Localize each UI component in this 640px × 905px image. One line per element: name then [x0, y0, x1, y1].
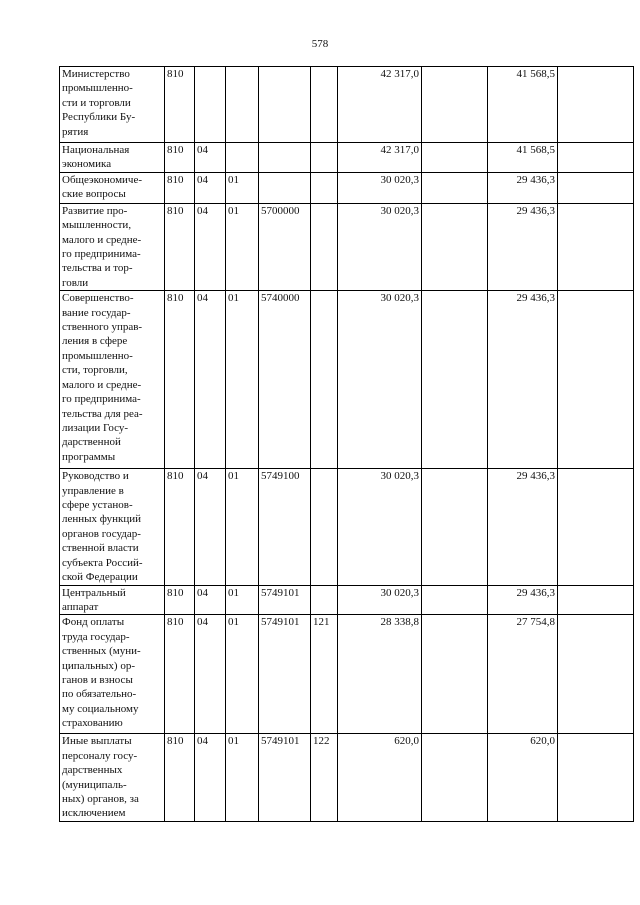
ministry-code-cell: 810: [165, 172, 195, 203]
item-name-line: субъекта Россий-: [62, 556, 143, 569]
target-article-cell: 5740000: [259, 291, 311, 469]
table-body: [60, 67, 634, 822]
subsection-code-cell: 01: [226, 585, 259, 615]
item-name-line: экономика: [62, 158, 112, 171]
empty-cell: [422, 734, 488, 822]
target-article-cell: 5700000: [259, 203, 311, 290]
item-name-line: Руководство и: [62, 470, 129, 483]
section-code-cell: 04: [195, 143, 226, 173]
amount-year1-cell: 30 020,3: [338, 172, 422, 203]
item-name-line: сти, торговли,: [62, 364, 128, 377]
page-number: 578: [311, 38, 329, 50]
target-article-cell: 5749100: [259, 469, 311, 585]
item-name-line: Развитие про-: [62, 204, 128, 217]
expense-type-cell: 122: [311, 734, 338, 822]
item-name-line: го предпринима-: [62, 393, 141, 406]
item-name-line: тельства и тор-: [62, 262, 133, 275]
empty-cell: [558, 203, 634, 290]
target-article-cell: [259, 172, 311, 203]
item-name-line: страхованию: [62, 717, 123, 730]
empty-cell: [558, 585, 634, 615]
item-name-line: Национальная: [62, 144, 130, 156]
ministry-code-cell: 810: [165, 734, 195, 822]
item-name-line: промышленно-: [62, 82, 133, 95]
item-name-line: ственного управ-: [62, 321, 143, 334]
subsection-code-cell: [226, 67, 259, 143]
item-name-line: ганов и взносы: [62, 673, 133, 686]
expense-type-cell: [311, 585, 338, 615]
item-name-line: ных) органов, за: [62, 792, 139, 805]
item-name-line: управление в: [62, 484, 124, 497]
item-name-cell: [60, 291, 165, 469]
section-code-cell: 04: [195, 734, 226, 822]
item-name-line: мышленности,: [62, 219, 132, 232]
subsection-code-cell: 01: [226, 203, 259, 290]
empty-cell: [558, 172, 634, 203]
item-name-line: малого и средне-: [62, 378, 142, 391]
item-name-line: сфере установ-: [62, 499, 133, 512]
table-row: [60, 734, 634, 822]
target-article-cell: 5749101: [259, 734, 311, 822]
empty-cell: [422, 291, 488, 469]
item-name-line: аппарат: [62, 600, 99, 613]
item-name-line: Фонд оплаты: [62, 616, 125, 629]
item-name-cell: [60, 143, 165, 173]
expense-type-cell: [311, 67, 338, 143]
empty-cell: [558, 143, 634, 173]
table-row: [60, 203, 634, 290]
amount-year2-cell: 29 436,3: [488, 203, 558, 290]
section-code-cell: 04: [195, 291, 226, 469]
amount-year1-cell: 30 020,3: [338, 469, 422, 585]
empty-cell: [422, 203, 488, 290]
subsection-code-cell: 01: [226, 469, 259, 585]
subsection-code-cell: 01: [226, 172, 259, 203]
item-name-line: го предпринима-: [62, 248, 141, 261]
ministry-code-cell: 810: [165, 203, 195, 290]
amount-year1-cell: 28 338,8: [338, 615, 422, 734]
item-name-line: Иные выплаты: [62, 735, 132, 748]
section-code-cell: 04: [195, 615, 226, 734]
item-name-line: ские вопросы: [62, 188, 126, 201]
item-name-line: вание государ-: [62, 306, 131, 319]
empty-cell: [558, 67, 634, 143]
section-code-cell: 04: [195, 469, 226, 585]
item-name-line: исключением: [62, 807, 126, 820]
table-row: [60, 67, 634, 143]
section-code-cell: 04: [195, 203, 226, 290]
amount-year2-cell: 29 436,3: [488, 172, 558, 203]
item-name-line: по обязательно-: [62, 688, 137, 701]
item-name-line: малого и средне-: [62, 233, 142, 246]
item-name-cell: [60, 203, 165, 290]
item-name-line: ленных функций: [62, 513, 142, 526]
amount-year2-cell: 41 568,5: [488, 67, 558, 143]
item-name-line: органов государ-: [62, 527, 141, 540]
empty-cell: [422, 67, 488, 143]
item-name-cell: [60, 469, 165, 585]
section-code-cell: 04: [195, 172, 226, 203]
section-code-cell: 04: [195, 585, 226, 615]
item-name-line: ственной власти: [62, 542, 139, 555]
empty-cell: [422, 469, 488, 585]
empty-cell: [558, 469, 634, 585]
ministry-code-cell: 810: [165, 67, 195, 143]
empty-cell: [422, 585, 488, 615]
item-name-line: Центральный: [62, 586, 126, 599]
item-name-cell: [60, 734, 165, 822]
amount-year2-cell: 29 436,3: [488, 585, 558, 615]
item-name-line: ления в сфере: [62, 335, 128, 348]
item-name-line: ской Федерации: [62, 571, 138, 584]
table-row: [60, 291, 634, 469]
ministry-code-cell: 810: [165, 469, 195, 585]
expense-type-cell: [311, 469, 338, 585]
amount-year1-cell: 30 020,3: [338, 203, 422, 290]
item-name-line: (муниципаль-: [62, 778, 127, 791]
empty-cell: [558, 734, 634, 822]
amount-year2-cell: 29 436,3: [488, 469, 558, 585]
amount-year1-cell: 620,0: [338, 734, 422, 822]
item-name-cell: [60, 172, 165, 203]
amount-year1-cell: 30 020,3: [338, 585, 422, 615]
item-name-line: тельства для реа-: [62, 407, 143, 420]
item-name-line: промышленно-: [62, 349, 133, 362]
expense-type-cell: [311, 203, 338, 290]
expense-type-cell: [311, 143, 338, 173]
expense-type-cell: [311, 172, 338, 203]
item-name-line: Министерство: [62, 68, 130, 80]
item-name-line: Совершенство-: [62, 292, 134, 305]
table-row: [60, 172, 634, 203]
table-row: [60, 585, 634, 615]
amount-year2-cell: 29 436,3: [488, 291, 558, 469]
table-row: [60, 615, 634, 734]
amount-year2-cell: 41 568,5: [488, 143, 558, 173]
item-name-line: Общеэкономиче-: [62, 173, 143, 186]
item-name-line: труда государ-: [62, 630, 130, 643]
target-article-cell: [259, 143, 311, 173]
amount-year2-cell: 620,0: [488, 734, 558, 822]
subsection-code-cell: 01: [226, 615, 259, 734]
item-name-line: лизации Госу-: [62, 421, 129, 434]
section-code-cell: [195, 67, 226, 143]
item-name-line: персоналу госу-: [62, 749, 138, 762]
item-name-line: программы: [62, 450, 116, 463]
expense-type-cell: 121: [311, 615, 338, 734]
empty-cell: [558, 291, 634, 469]
amount-year1-cell: 30 020,3: [338, 291, 422, 469]
amount-year1-cell: 42 317,0: [338, 143, 422, 173]
empty-cell: [422, 615, 488, 734]
item-name-line: сти и торговли: [62, 96, 131, 109]
item-name-line: Республики Бу-: [62, 111, 136, 124]
subsection-code-cell: 01: [226, 291, 259, 469]
target-article-cell: 5749101: [259, 615, 311, 734]
item-name-cell: [60, 585, 165, 615]
empty-cell: [422, 172, 488, 203]
item-name-line: ципальных) ор-: [62, 659, 135, 672]
item-name-line: ственных (муни-: [62, 645, 141, 658]
item-name-line: му социальному: [62, 702, 139, 715]
item-name-line: дарственной: [62, 436, 121, 449]
ministry-code-cell: 810: [165, 291, 195, 469]
budget-table: [59, 66, 634, 822]
target-article-cell: 5749101: [259, 585, 311, 615]
amount-year2-cell: 27 754,8: [488, 615, 558, 734]
ministry-code-cell: 810: [165, 143, 195, 173]
target-article-cell: [259, 67, 311, 143]
item-name-cell: [60, 67, 165, 143]
subsection-code-cell: [226, 143, 259, 173]
empty-cell: [422, 143, 488, 173]
empty-cell: [558, 615, 634, 734]
item-name-line: рятия: [62, 125, 89, 138]
expense-type-cell: [311, 291, 338, 469]
subsection-code-cell: 01: [226, 734, 259, 822]
item-name-line: дарственных: [62, 764, 123, 777]
ministry-code-cell: 810: [165, 615, 195, 734]
item-name-line: говли: [62, 276, 89, 289]
amount-year1-cell: 42 317,0: [338, 67, 422, 143]
ministry-code-cell: 810: [165, 585, 195, 615]
item-name-cell: [60, 615, 165, 734]
table-row: [60, 143, 634, 173]
table-row: [60, 469, 634, 585]
